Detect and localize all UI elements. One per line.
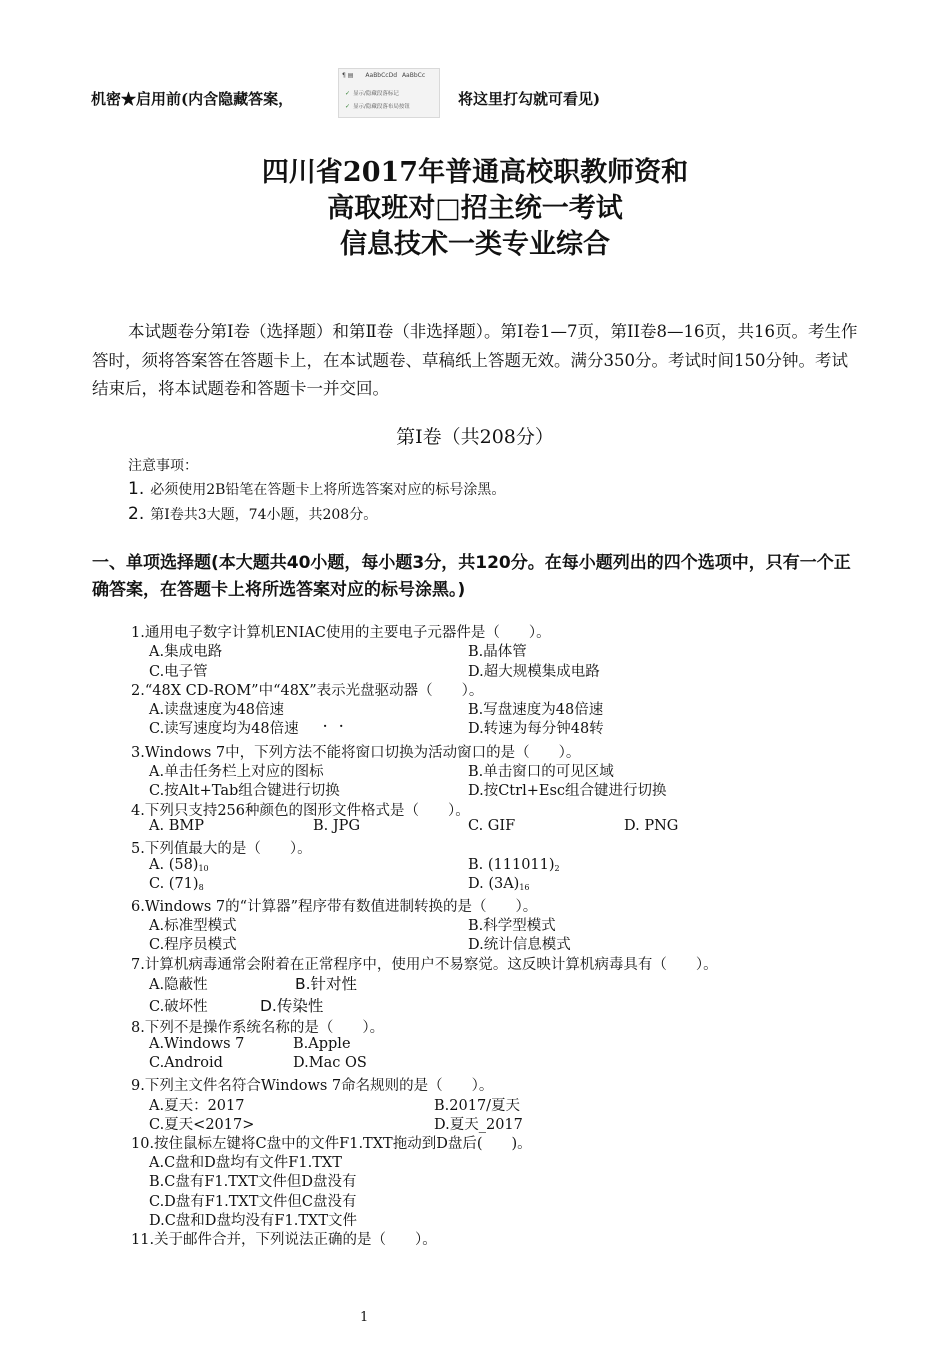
- question-stem: 2.“48X CD-ROM”中“48X”表示光盘驱动器（ ）。: [131, 683, 484, 699]
- option: A.C盘和D盘均有文件F1.TXT: [149, 1155, 342, 1171]
- option: D.传染性: [260, 997, 324, 1015]
- option: B.针对性: [295, 975, 358, 993]
- option: B.科学型模式: [468, 918, 556, 934]
- option: D. PNG: [624, 818, 679, 834]
- option: A.单击任务栏上对应的图标: [149, 764, 324, 780]
- option: C.D盘有F1.TXT文件但C盘没有: [149, 1194, 357, 1210]
- option: C.程序员模式: [149, 937, 237, 953]
- option: C.按Alt+Tab组合键进行切换: [149, 783, 340, 799]
- option: B.C盘有F1.TXT文件但D盘没有: [149, 1174, 357, 1190]
- question-stem: 11.关于邮件合并，下列说法正确的是（ ）。: [131, 1232, 437, 1248]
- option: A.隐蔽性: [149, 977, 208, 993]
- option: D.转速为每分钟48转: [468, 721, 604, 737]
- option: C.电子管: [149, 664, 208, 680]
- title-line-2: 高取班对□招主统一考试: [327, 193, 623, 224]
- page-number: 1: [360, 1310, 369, 1325]
- option: B.写盘速度为48倍速: [468, 702, 604, 718]
- option: A.集成电路: [149, 644, 223, 660]
- style-sample-2: AaBbCc: [401, 72, 426, 79]
- notes-heading: 注意事项：: [128, 458, 198, 474]
- question-stem: 10.按住鼠标左键将C盘中的文件F1.TXT拖动到D盘后( )。: [131, 1136, 532, 1152]
- check-icon: ✓: [345, 103, 351, 110]
- option: C.夏天<2017>: [149, 1117, 255, 1133]
- title-line-1: 四川省2017年普通高校职教师资和: [261, 157, 689, 188]
- option: A.夏天：2017: [149, 1098, 245, 1114]
- check-icon: ✓: [345, 90, 351, 97]
- option: B. $(111011)_2$: [468, 857, 560, 873]
- option: C. GIF: [468, 818, 516, 834]
- question-stem: 3.Windows 7中，下列方法不能将窗口切换为活动窗口的是（ ）。: [131, 745, 581, 761]
- option: D.Mac OS: [293, 1055, 367, 1071]
- screenshot-option-1: 显示/隐藏段落标记: [353, 91, 399, 97]
- option: A.Windows 7: [149, 1036, 245, 1052]
- screenshot-option-2: 显示/隐藏段落布局按钮: [353, 104, 410, 110]
- question-stem: 8.下列不是操作系统名称的是（ ）。: [131, 1020, 385, 1036]
- intro-paragraph: 本试题卷分第Ⅰ卷（选择题）和第Ⅱ卷（非选择题）。第Ⅰ卷1—7页，第II卷8—16页，共16页。考生作答时，须将答案答在答题卡上，在本试题卷、草稿纸上答题无效。满分350分。考试时间150分钟。考试结束后，将本试题卷和答题卡一并交回。: [92, 322, 858, 398]
- question-stem: 4.下列只支持256种颜色的图形文件格式是（ ）。: [131, 803, 470, 819]
- volume-title: 第Ⅰ卷（共208分）: [396, 426, 554, 448]
- note-item: 2. 第Ⅰ卷共3大题，74小题，共208分。: [128, 504, 378, 524]
- option: A.标准型模式: [149, 918, 237, 934]
- option: A. $(58)_{10}$: [149, 857, 209, 873]
- option: D.统计信息模式: [468, 937, 571, 953]
- option: B.单击窗口的可见区域: [468, 764, 614, 780]
- option: D. $(3A)_{16}$: [468, 876, 530, 892]
- option: D.按Ctrl+Esc组合键进行切换: [468, 783, 667, 799]
- emphasis-dots: · ·: [323, 719, 344, 733]
- option: B.2017/夏天: [434, 1098, 521, 1114]
- option: A.读盘速度为48倍速: [149, 702, 285, 718]
- question-stem: 1.通用电子数字计算机ENIAC使用的主要电子元器件是（ ）。: [131, 625, 551, 641]
- option: B.Apple: [293, 1036, 351, 1052]
- section-heading: 一、单项选择题(本大题共40小题，每小题3分，共120分。在每小题列出的四个选项中，只有一个正确答案，在答题卡上将所选答案对应的标号涂黑。): [92, 553, 851, 600]
- title-line-3: 信息技术一类专业综合: [340, 229, 610, 260]
- option: A. BMP: [149, 818, 204, 834]
- option: C. $(71)_8$: [149, 876, 204, 892]
- option: D.夏天_2017: [434, 1117, 523, 1133]
- header-hint: 将这里打勾就可看见): [458, 90, 601, 108]
- style-sample-1: AaBbCcDd: [365, 72, 398, 79]
- option: D.C盘和D盘均没有F1.TXT文件: [149, 1213, 357, 1229]
- option: D.超大规模集成电路: [468, 664, 600, 680]
- note-item: 1. 必须使用2B铅笔在答题卡上将所选答案对应的标号涂黑。: [128, 479, 506, 499]
- option: B. JPG: [313, 818, 361, 834]
- header-confidential: 机密★启用前(内含隐藏答案，: [91, 90, 294, 108]
- option: C.Android: [149, 1055, 223, 1071]
- option: B.晶体管: [468, 644, 527, 660]
- question-stem: 5.下列值最大的是（ ）。: [131, 841, 312, 857]
- question-stem: 6.Windows 7的“计算器”程序带有数值进制转换的是（ ）。: [131, 899, 538, 915]
- embedded-word-screenshot: [338, 68, 440, 118]
- paragraph-marks-icon: ¶ ▤: [342, 72, 354, 79]
- question-stem: 9.下列主文件名符合Windows 7命名规则的是（ ）。: [131, 1078, 494, 1094]
- option: C.读写速度均为48倍速: [149, 721, 299, 737]
- option: C.破坏性: [149, 999, 208, 1015]
- question-stem: 7.计算机病毒通常会附着在正常程序中，使用户不易察觉。这反映计算机病毒具有（ ）。: [131, 957, 718, 973]
